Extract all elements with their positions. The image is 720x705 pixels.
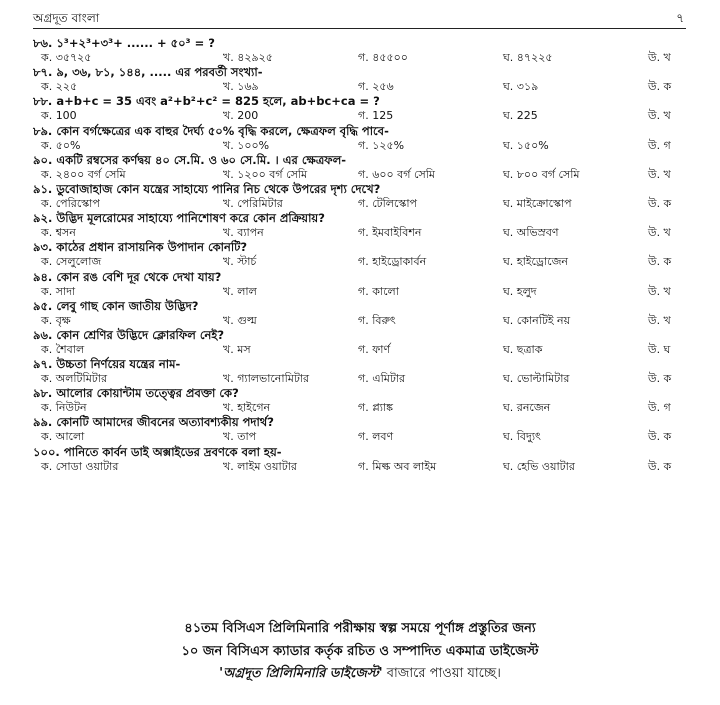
option-4: ঘ. ১৫০% <box>503 138 549 152</box>
option-4: ঘ. ৮০০ বর্গ সেমি <box>503 167 580 181</box>
option-1: ক. অলটিমিটার <box>41 372 108 386</box>
option-4: ঘ. হলুদ <box>503 284 537 298</box>
option-3: গ. কালো <box>358 284 399 298</box>
question-body: উদ্ভিদ মূলরোমের সাহায্যে পানিশোষণ করে কোন প্রক্রিয়ায়? <box>56 211 325 226</box>
option-3: গ. ১২৫% <box>358 138 405 152</box>
option-2: খ. ১০০% <box>223 138 270 152</box>
answer-label: উ. ক <box>648 430 672 444</box>
question-number: ৯২. <box>33 211 53 226</box>
question-body: ১³+২³+৩³+ ...... + ৫০³ = ? <box>56 36 215 50</box>
answer-label: উ. খ <box>648 109 671 123</box>
option-1: ক. বৃক্ষ <box>41 313 71 327</box>
option-4: ঘ. 225 <box>503 109 538 123</box>
option-2: খ. তাপ <box>223 430 257 444</box>
answer-label: উ. গ <box>648 138 671 152</box>
question-item <box>33 34 686 63</box>
question-number: ৯১. <box>33 181 53 196</box>
answer-label: উ. ক <box>648 80 672 94</box>
question-number: ৯৩. <box>33 240 53 255</box>
question-item <box>33 355 686 384</box>
option-1: ক. সেলুলোজ <box>41 255 102 269</box>
option-4: ঘ. হেভি ওয়াটার <box>503 459 575 473</box>
option-3: গ. হাইড্রোকার্বন <box>358 255 427 269</box>
answer-label: উ. ক <box>648 372 672 386</box>
question-text <box>33 210 325 229</box>
page-number: ৭ <box>676 11 684 25</box>
question-item <box>33 122 686 151</box>
option-3: গ. টেলিস্কোপ <box>358 196 418 210</box>
promo-line-1: ৪১তম বিসিএস প্রিলিমিনারি পরীক্ষায় স্বল্প সময়ে পূর্ণাঙ্গ প্রস্তুতির জন্য <box>184 621 536 636</box>
option-3: গ. মিল্ক অব লাইম <box>358 459 437 473</box>
option-2: খ. লাল <box>223 284 257 298</box>
question-body: কাঠের প্রধান রাসায়নিক উপাদান কোনটি? <box>56 240 248 255</box>
option-4: ঘ. ৩১৯ <box>503 80 539 94</box>
question-list <box>33 34 686 472</box>
answer-label: উ. খ <box>648 167 671 181</box>
option-2: খ. ১৬৯ <box>223 80 259 94</box>
question-number: ১০০. <box>33 444 60 459</box>
option-1: ক. নিউটন <box>41 401 87 415</box>
option-1: ক. আলো <box>41 430 85 444</box>
question-number: ৯৪. <box>33 269 53 284</box>
question-item <box>33 443 686 472</box>
answer-label: উ. খ <box>648 284 671 298</box>
question-body: উচ্চতা নির্ণয়ের যন্ত্রের নাম- <box>56 357 181 372</box>
question-number: ৯৯. <box>33 415 53 430</box>
option-4: ঘ. ভোল্টামিটার <box>503 372 570 386</box>
option-1: ক. ২৪০০ বর্গ সেমি <box>41 167 126 181</box>
question-item <box>33 63 686 92</box>
question-item <box>33 297 686 326</box>
question-number: ৯৭. <box>33 357 53 372</box>
question-body: পানিতে কার্বন ডাই অক্সাইডের দ্রবণকে বলা হয়- <box>63 444 282 459</box>
answer-label: উ. ঘ <box>648 342 671 356</box>
page-header <box>33 8 686 30</box>
answer-label: উ. গ <box>648 401 671 415</box>
question-text <box>33 123 389 142</box>
question-body: লেবু গাছ কোন জাতীয় উদ্ভিদ? <box>56 298 199 313</box>
option-2: খ. গ্যালভানোমিটার <box>223 372 310 386</box>
option-2: খ. পেরিমিটার <box>223 196 283 210</box>
option-2: খ. ১২০০ বর্গ সেমি <box>223 167 308 181</box>
option-2: খ. স্টার্চ <box>223 255 257 269</box>
answer-label: উ. ক <box>648 459 672 473</box>
question-item <box>33 268 686 297</box>
option-2: খ. লাইম ওয়াটার <box>223 459 297 473</box>
option-4: ঘ. অভিস্রবণ <box>503 226 559 240</box>
option-3: গ. ৬০০ বর্গ সেমি <box>358 167 435 181</box>
answer-label: উ. খ <box>648 226 671 240</box>
option-4: ঘ. কোনটিই নয় <box>503 313 571 327</box>
question-number: ৯৬. <box>33 327 53 342</box>
option-1: ক. ৫০% <box>41 138 81 152</box>
option-4: ঘ. মাইক্রোস্কোপ <box>503 196 572 210</box>
option-3: গ. ফার্ণ <box>358 342 391 356</box>
option-3: গ. ২৫৬ <box>358 80 394 94</box>
digest-name: 'অগ্রদূত প্রিলিমিনারি ডাইজেস্ট' <box>219 666 383 681</box>
option-3: গ. বিরুৎ <box>358 313 396 327</box>
question-number: ৯৫. <box>33 298 53 313</box>
option-2: খ. হাইগেন <box>223 401 271 415</box>
option-4: ঘ. ৪৭২২৫ <box>503 51 553 64</box>
option-3: গ. প্ল্যাঙ্ক <box>358 401 393 415</box>
option-1: ক. সাদা <box>41 284 76 298</box>
question-body: ৯, ৩৬, ৮১, ১৪৪, ..... এর পরবর্তী সংখ্যা- <box>56 65 263 80</box>
option-3: গ. ৪৫৫০০ <box>358 51 408 64</box>
question-number: ৮৮. <box>33 94 53 109</box>
option-1: ক. শৈবাল <box>41 342 85 356</box>
option-2: খ. 200 <box>223 109 259 123</box>
option-2: খ. ব্যাপন <box>223 226 264 240</box>
answer-label: উ. খ <box>648 51 671 64</box>
option-2: খ. ৪২৯২৫ <box>223 51 273 64</box>
option-1: ক. ২২৫ <box>41 80 78 94</box>
question-item <box>33 238 686 267</box>
question-body: কোন রঙ বেশি দূর থেকে দেখা যায়? <box>56 269 222 284</box>
question-body: কোন শ্রেণির উদ্ভিদে ক্লোরফিল নেই? <box>56 327 224 342</box>
question-item <box>33 92 686 121</box>
answer-label: উ. খ <box>648 313 671 327</box>
option-1: ক. সোডা ওয়াটার <box>41 459 119 473</box>
question-number: ৯০. <box>33 152 53 167</box>
question-number: ৮৯. <box>33 123 53 138</box>
promo-line-2: ১০ জন বিসিএস ক্যাডার কর্তৃক রচিত ও সম্পাদিত একমাত্র ডাইজেস্ট <box>181 644 539 659</box>
option-3: গ. লবণ <box>358 430 394 444</box>
promo-line-3 <box>0 664 720 685</box>
question-number: ৮৭. <box>33 65 53 80</box>
option-2: খ. মস <box>223 342 251 356</box>
option-1: ক. শ্বসন <box>41 226 76 240</box>
question-body: একটি রম্বসের কর্ণদ্বয় ৪০ সে.মি. ও ৬০ সে.মি. । এর ক্ষেত্রফল- <box>56 152 347 167</box>
option-2: খ. গুল্ম <box>223 313 257 327</box>
option-3: গ. এমিটার <box>358 372 406 386</box>
question-item <box>33 326 686 355</box>
question-item <box>33 413 686 442</box>
option-4: ঘ. বিদ্যুৎ <box>503 430 541 444</box>
book-title: অগ্রদূত বাংলা <box>33 11 100 25</box>
question-number: ৯৮. <box>33 386 53 401</box>
option-3: গ. ইমবাইবিশন <box>358 226 422 240</box>
question-body: আলোর কোয়ান্টাম তত্ত্বের প্রবক্তা কে? <box>56 386 239 401</box>
header-divider <box>33 28 686 29</box>
option-1: ক. পেরিস্কোপ <box>41 196 100 210</box>
option-4: ঘ. রনজেন <box>503 401 551 415</box>
option-1: ক. ৩৫৭২৫ <box>41 51 92 64</box>
promo-line-3-rest: বাজারে পাওয়া যাচ্ছে। <box>382 666 501 681</box>
question-item <box>33 384 686 413</box>
option-1: ক. 100 <box>41 109 77 123</box>
question-body: ডুবোজাহাজ কোন যন্ত্রের সাহায্যে পানির নিচ থেকে উপরের দৃশ্য দেখে? <box>56 181 381 196</box>
option-4: ঘ. হাইড্রোজেন <box>503 255 568 269</box>
question-item <box>33 180 686 209</box>
question-body: কোনটি আমাদের জীবনের অত্যাবশ্যকীয় পদার্থ? <box>56 415 274 430</box>
answer-label: উ. ক <box>648 255 672 269</box>
question-text <box>33 93 380 112</box>
question-body: কোন বর্গক্ষেত্রের এক বাহুর দৈর্ঘ্য ৫০% বৃদ্ধি করলে, ক্ষেত্রফল বৃদ্ধি পাবে- <box>56 123 389 138</box>
option-3: গ. 125 <box>358 109 394 123</box>
option-4: ঘ. ছত্রাক <box>503 342 543 356</box>
question-item <box>33 209 686 238</box>
answer-label: উ. ক <box>648 196 672 210</box>
question-number: ৮৬. <box>33 36 53 50</box>
question-body: a+b+c = 35 এবং a²+b²+c² = 825 হলে, ab+bc+ca = ? <box>56 94 380 109</box>
question-item <box>33 151 686 180</box>
